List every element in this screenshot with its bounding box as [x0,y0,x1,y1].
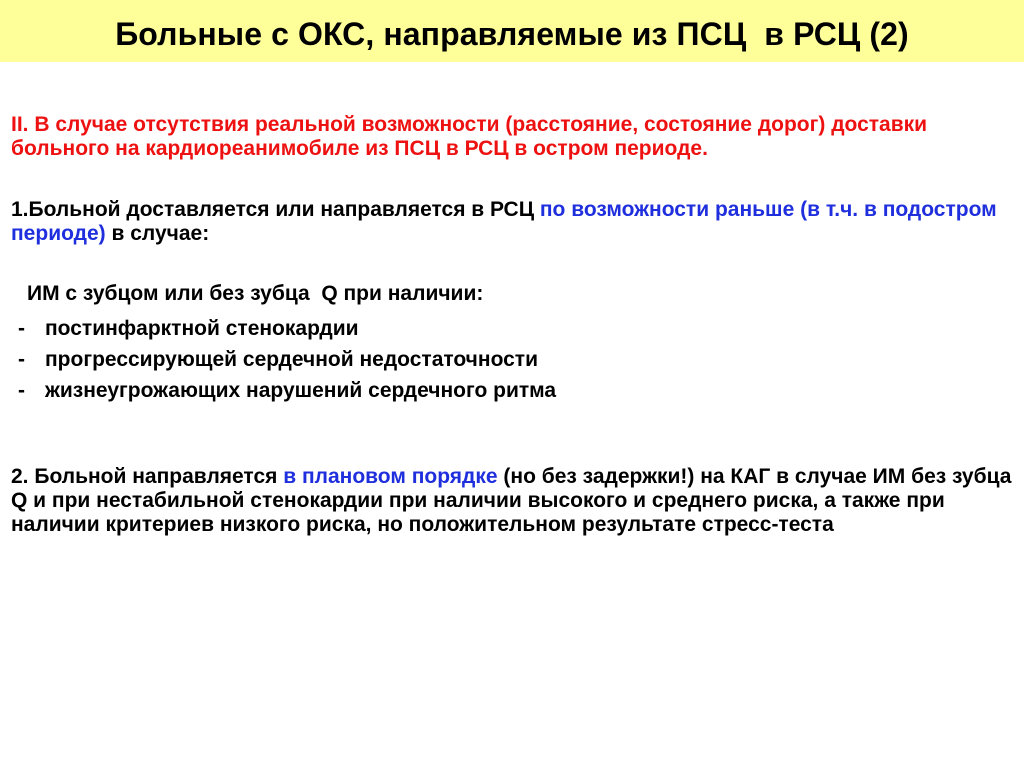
list-item [11,313,1015,344]
slide-title: Больные с ОКС, направляемые из ПСЦ в РСЦ (2) [115,15,909,52]
bullet-dash: - [18,347,25,371]
im-condition-line: ИМ с зубцом или без зубца Q при наличии: [27,282,484,305]
point-1-paragraph [11,198,1015,246]
point-2-suffix: (но без задержки!) на КАГ в случае ИМ без зубца Q и при нестабильной стенокардии при наличии высокого и среднего риска, а также при наличии критериев низкого риска, но положительном результате стресс-теста [11,465,1012,536]
list-item [11,375,1015,406]
point-2-prefix: 2. Больной направляется [11,465,284,488]
point-1-prefix: 1.Больной доставляется или направляется в РСЦ [11,198,540,221]
slide-content [11,113,1015,537]
bullet-text: жизнеугрожающих нарушений сердечного ритма [45,378,557,402]
title-bar [0,0,1024,62]
point-2-highlight: в плановом порядке [283,465,498,488]
point-1-highlight: по возможности раньше (в т.ч. в подостром периоде) [11,198,997,245]
bullet-dash: - [18,316,25,340]
list-item [11,344,1015,375]
bullet-dash: - [18,378,25,402]
point-1-suffix: в случае: [105,222,210,245]
bullet-text: прогрессирующей сердечной недостаточности [45,347,538,371]
section-ii-paragraph: II. В случае отсутствия реальной возможности (расстояние, состояние дорог) доставки больного на кардиореанимобиле из ПСЦ в РСЦ в остром периоде. [11,113,928,160]
point-2-paragraph [11,465,1015,537]
bullet-text: постинфарктной стенокардии [45,316,359,340]
